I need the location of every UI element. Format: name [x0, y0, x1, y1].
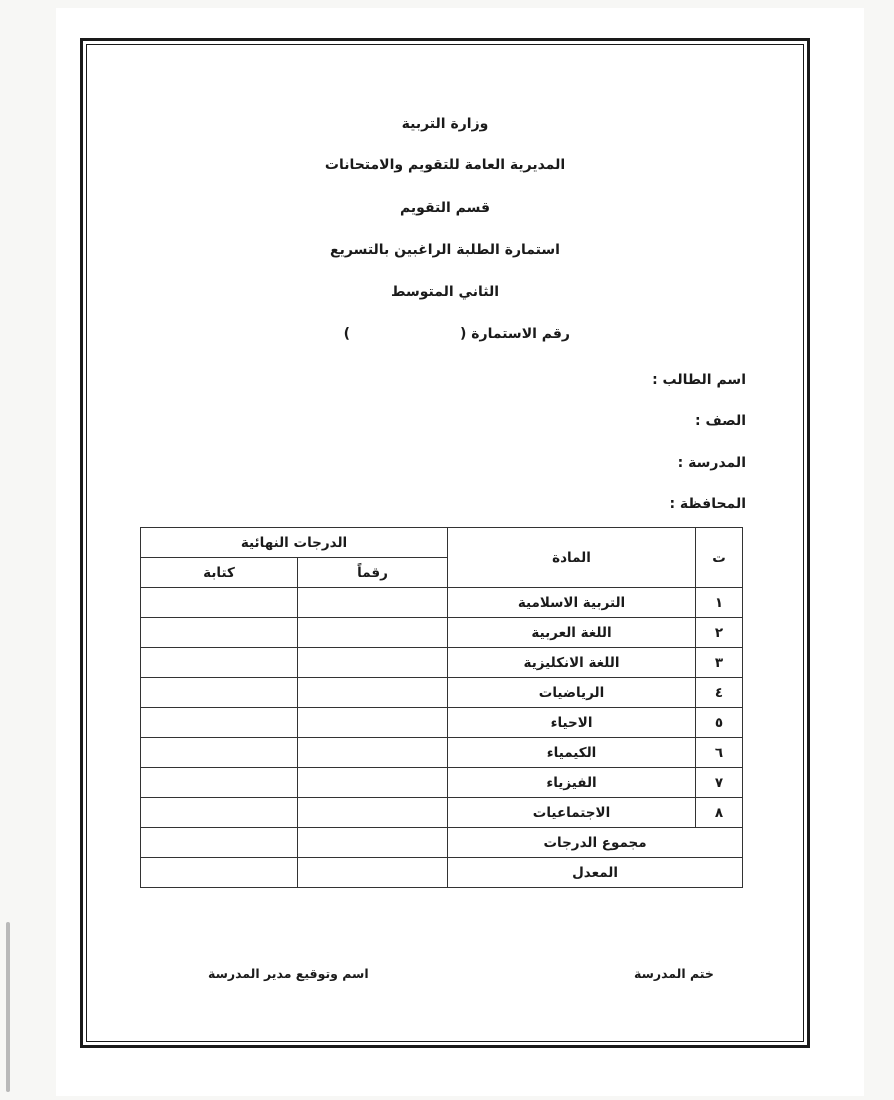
- form-number-label: رقم الاستمارة (: [459, 326, 570, 342]
- average-row: [141, 858, 743, 888]
- ministry-title: وزارة التربية: [401, 116, 489, 132]
- numeric-grade-cell: [298, 798, 448, 828]
- governorate-field: المحافظة :: [669, 496, 746, 512]
- table-header-row: [141, 528, 743, 558]
- average-label: المعدل: [448, 858, 743, 888]
- numeric-grade-cell: [298, 648, 448, 678]
- written-grade-cell: [141, 798, 298, 828]
- row-subject: التربية الاسلامية: [448, 588, 696, 618]
- row-index: ٧: [696, 768, 743, 798]
- row-subject: الرياضيات: [448, 678, 696, 708]
- written-grade-cell: [141, 678, 298, 708]
- written-header: كتابة: [141, 558, 298, 588]
- school-stamp-label: ختم المدرسة: [634, 966, 714, 981]
- school-field: المدرسة :: [677, 455, 746, 471]
- grade-level: الثاني المتوسط: [390, 284, 499, 300]
- department-title: قسم التقويم: [399, 200, 491, 216]
- subject-header: المادة: [448, 528, 696, 588]
- table-row: [141, 678, 743, 708]
- numeric-grade-cell: [298, 768, 448, 798]
- row-subject: اللغة العربية: [448, 618, 696, 648]
- principal-signature-label: اسم وتوقيع مدير المدرسة: [208, 966, 369, 981]
- total-label: مجموع الدرجات: [448, 828, 743, 858]
- table-row: [141, 708, 743, 738]
- table-row: [141, 738, 743, 768]
- written-grade-cell: [141, 618, 298, 648]
- total-numeric-cell: [298, 828, 448, 858]
- row-subject: الفيزياء: [448, 768, 696, 798]
- row-subject: الاجتماعيات: [448, 798, 696, 828]
- written-grade-cell: [141, 708, 298, 738]
- index-header: ت: [696, 528, 743, 588]
- table-row: [141, 798, 743, 828]
- total-written-cell: [141, 828, 298, 858]
- final-grades-header: الدرجات النهائية: [141, 528, 448, 558]
- written-grade-cell: [141, 738, 298, 768]
- form-number-close: ): [343, 326, 350, 342]
- row-index: ٣: [696, 648, 743, 678]
- form-title: استمارة الطلبة الراغبين بالتسريع: [330, 242, 560, 258]
- class-field: الصف :: [695, 413, 746, 429]
- numeric-grade-cell: [298, 708, 448, 738]
- written-grade-cell: [141, 648, 298, 678]
- table-row: [141, 618, 743, 648]
- total-row: [141, 828, 743, 858]
- form-number: [330, 326, 570, 342]
- written-grade-cell: [141, 768, 298, 798]
- table-row: [141, 648, 743, 678]
- grades-table: [140, 527, 743, 888]
- numeric-grade-cell: [298, 618, 448, 648]
- table-row: [141, 768, 743, 798]
- student-name-field: اسم الطالب :: [652, 372, 746, 388]
- average-written-cell: [141, 858, 298, 888]
- numeric-grade-cell: [298, 678, 448, 708]
- row-index: ٨: [696, 798, 743, 828]
- directorate-title: المديرية العامة للتقويم والامتحانات: [324, 157, 566, 173]
- row-subject: اللغة الانكليزية: [448, 648, 696, 678]
- scrollbar[interactable]: [6, 922, 10, 1092]
- row-index: ١: [696, 588, 743, 618]
- numeric-grade-cell: [298, 588, 448, 618]
- row-subject: الاحياء: [448, 708, 696, 738]
- numeric-grade-cell: [298, 738, 448, 768]
- table-row: [141, 588, 743, 618]
- row-index: ٥: [696, 708, 743, 738]
- row-index: ٢: [696, 618, 743, 648]
- average-numeric-cell: [298, 858, 448, 888]
- row-index: ٤: [696, 678, 743, 708]
- row-subject: الكيمياء: [448, 738, 696, 768]
- written-grade-cell: [141, 588, 298, 618]
- numeric-header: رقماً: [298, 558, 448, 588]
- row-index: ٦: [696, 738, 743, 768]
